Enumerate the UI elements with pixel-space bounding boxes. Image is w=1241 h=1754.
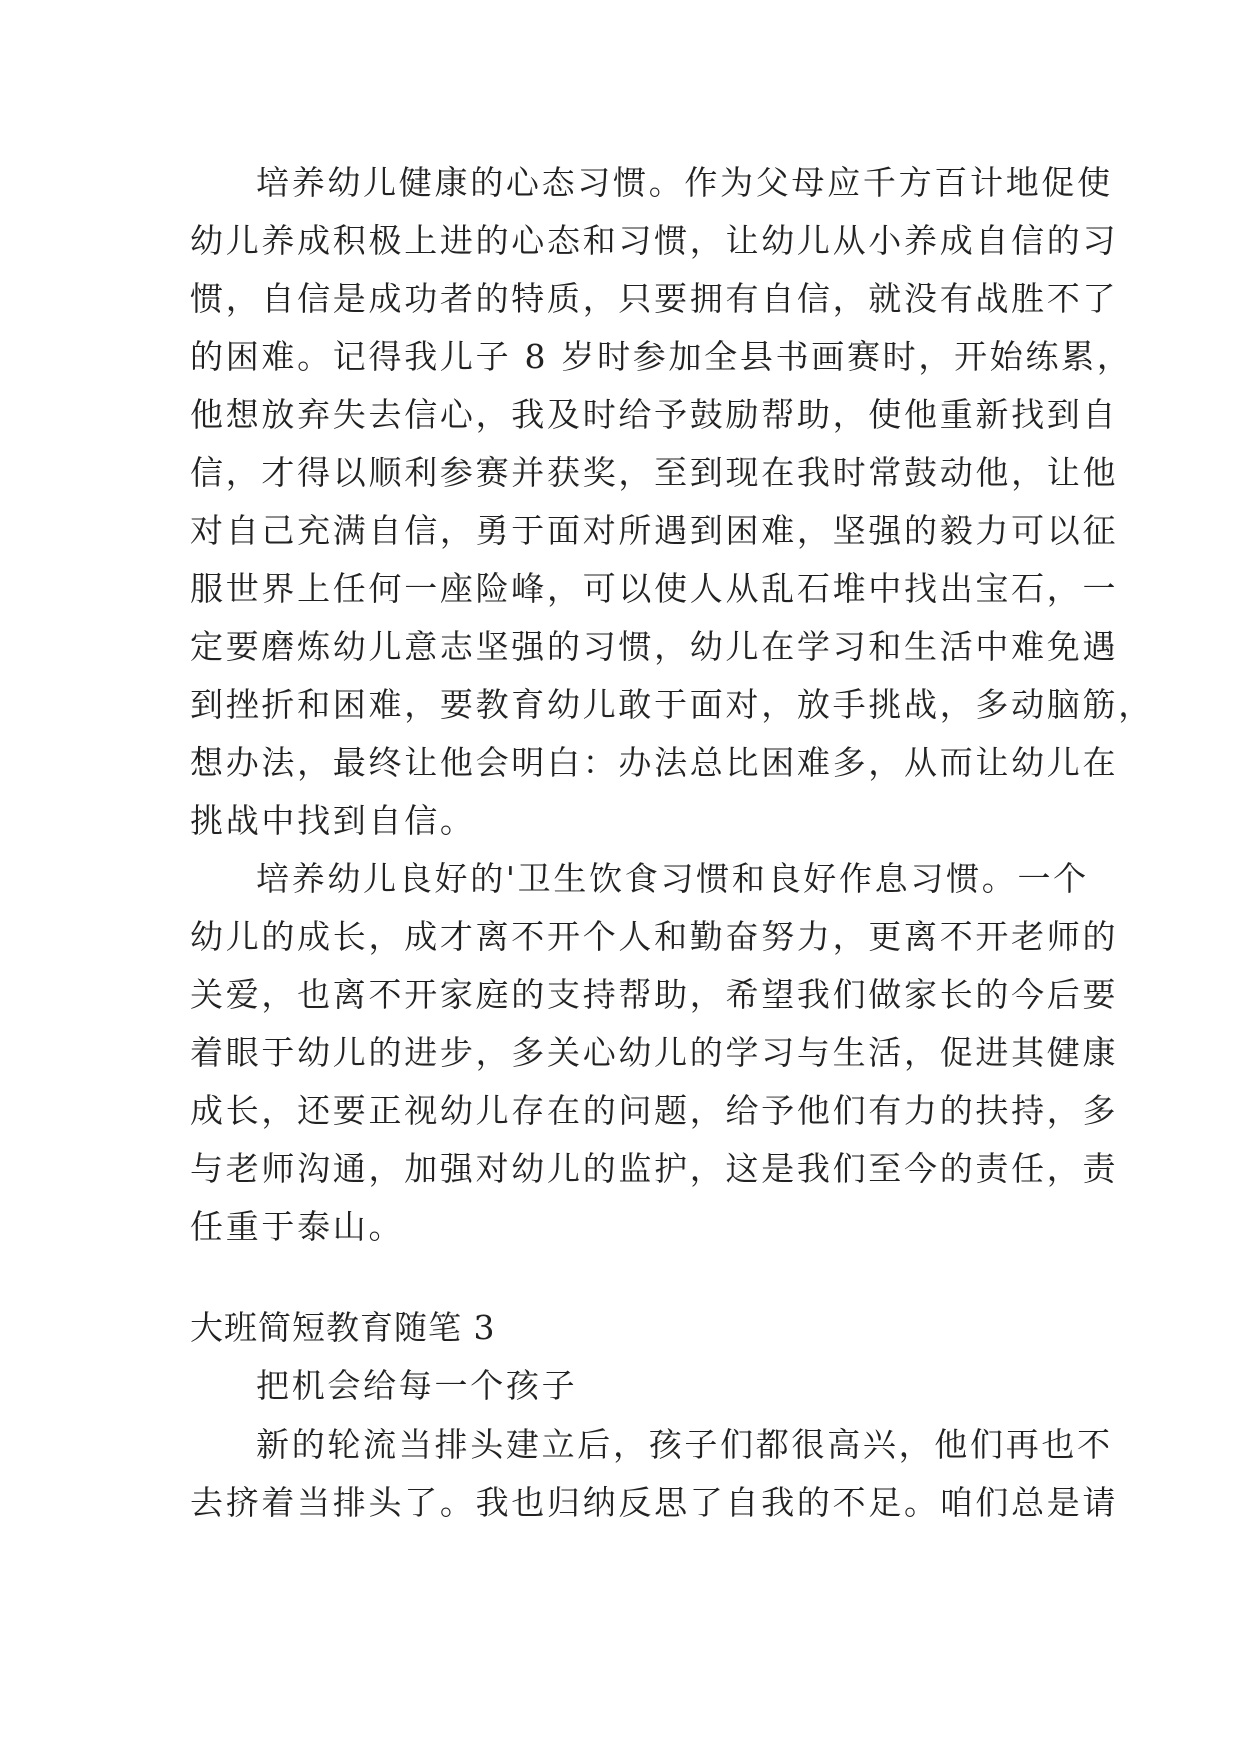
paragraph-1-line-1: 培养幼儿健康的心态习惯。作为父母应千方百计地促使 [256,163,1113,202]
paragraph-1-line-2: 幼儿养成积极上进的心态和习惯，让幼儿从小养成自信的习 [190,221,1119,260]
paragraph-1-line-3: 惯，自信是成功者的特质，只要拥有自信，就没有战胜不了 [190,279,1119,318]
paragraph-2-line-6: 与老师沟通，加强对幼儿的监护，这是我们至今的责任，责 [190,1149,1119,1188]
paragraph-1-line-6: 信，才得以顺利参赛并获奖，至到现在我时常鼓动他，让他 [190,453,1119,492]
paragraph-2-line-1: 培养幼儿良好的'卫生饮食习惯和良好作息习惯。一个 [256,859,1089,898]
paragraph-3-line-2: 去挤着当排头了。我也归纳反思了自我的不足。咱们总是请 [190,1483,1119,1522]
section-heading: 大班简短教育随笔 3 [190,1308,496,1347]
paragraph-1-line-12: 挑战中找到自信。 [190,801,476,840]
paragraph-3-line-1: 新的轮流当排头建立后，孩子们都很高兴，他们再也不 [256,1425,1113,1464]
paragraph-1-line-9: 定要磨炼幼儿意志坚强的习惯，幼儿在学习和生活中难免遇 [190,627,1119,666]
paragraph-2-line-5: 成长，还要正视幼儿存在的问题，给予他们有力的扶持，多 [190,1091,1119,1130]
paragraph-1-line-4: 的困难。记得我儿子 8 岁时参加全县书画赛时，开始练累， [190,337,1133,376]
paragraph-1-line-10: 到挫折和困难，要教育幼儿敢于面对，放手挑战，多动脑筋， [190,685,1154,724]
paragraph-1-line-7: 对自己充满自信，勇于面对所遇到困难，坚强的毅力可以征 [190,511,1119,550]
paragraph-1-line-5: 他想放弃失去信心，我及时给予鼓励帮助，使他重新找到自 [190,395,1119,434]
paragraph-1-line-8: 服世界上任何一座险峰，可以使人从乱石堆中找出宝石，一 [190,569,1119,608]
paragraph-2-line-7: 任重于泰山。 [190,1207,405,1246]
paragraph-2-line-3: 关爱，也离不开家庭的支持帮助，希望我们做家长的今后要 [190,975,1119,1014]
paragraph-2-line-2: 幼儿的成长，成才离不开个人和勤奋努力，更离不开老师的 [190,917,1119,956]
paragraph-1-line-11: 想办法，最终让他会明白：办法总比困难多，从而让幼儿在 [190,743,1119,782]
paragraph-2-line-4: 着眼于幼儿的进步，多关心幼儿的学习与生活，促进其健康 [190,1033,1119,1072]
subtitle: 把机会给每一个孩子 [256,1366,578,1405]
